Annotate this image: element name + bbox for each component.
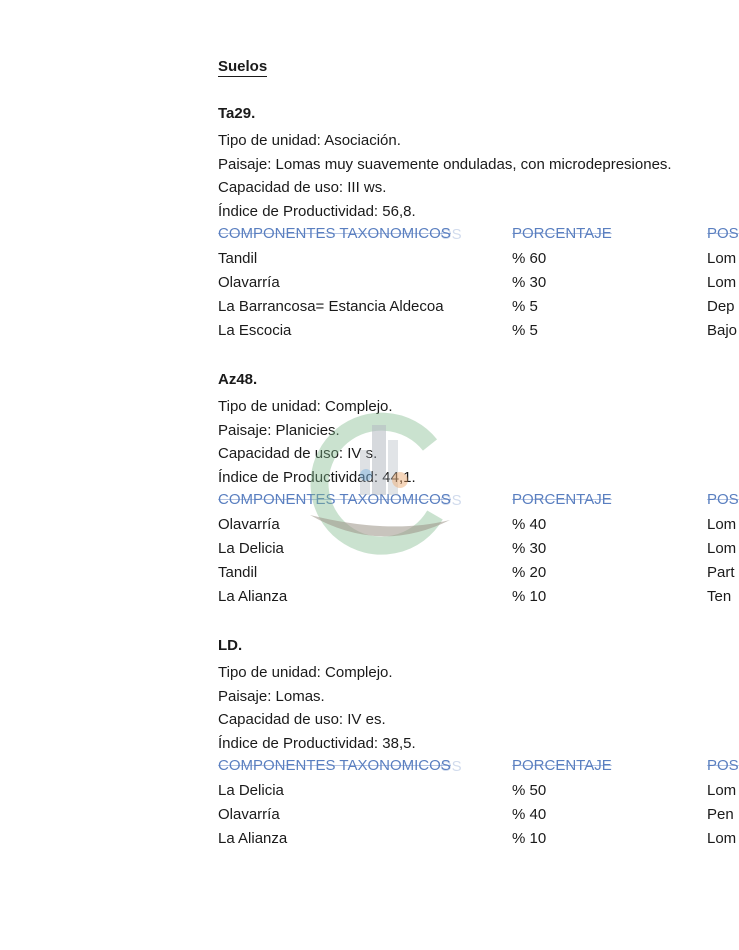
table-row (218, 561, 734, 585)
component-percentage: % 5 (512, 322, 538, 339)
table-row (218, 319, 738, 343)
component-position: Ten (707, 588, 732, 605)
components-table-header (218, 755, 739, 779)
component-name: Tandil (218, 564, 258, 581)
table-row (218, 513, 737, 537)
table-row (218, 779, 737, 803)
component-percentage: % 50 (512, 782, 547, 799)
component-percentage: % 10 (512, 588, 547, 605)
soil-unit-ld (218, 637, 739, 851)
header-percentage: PORCENTAJE (512, 225, 612, 242)
component-position: Lom (707, 516, 737, 533)
component-position: Part (707, 564, 735, 581)
document-page (218, 58, 739, 851)
unit-productivity-index: Índice de Productividad: 44,1. (218, 468, 416, 486)
unit-productivity-index: Índice de Productividad: 56,8. (218, 202, 416, 220)
unit-use-capacity: Capacidad de uso: III ws. (218, 179, 387, 196)
header-percentage: PORCENTAJE (512, 757, 612, 774)
unit-use-capacity: Capacidad de uso: IV es. (218, 711, 386, 728)
table-row (218, 537, 737, 561)
section-title: Suelos (218, 58, 268, 75)
soil-unit-ta29 (218, 105, 739, 343)
component-percentage: % 5 (512, 298, 538, 315)
unit-code: Az48. (218, 371, 258, 388)
component-percentage: % 30 (512, 540, 547, 557)
unit-type: Tipo de unidad: Asociación. (218, 132, 401, 149)
component-name: La Delicia (218, 782, 284, 799)
unit-type: Tipo de unidad: Complejo. (218, 664, 393, 681)
table-row (218, 803, 734, 827)
table-row (218, 247, 737, 271)
component-name: Olavarría (218, 274, 280, 291)
unit-code: Ta29. (218, 105, 256, 122)
component-position: Lom (707, 830, 737, 847)
unit-code: LD. (218, 637, 243, 654)
header-position: POS (707, 225, 739, 242)
component-percentage: % 40 (512, 516, 547, 533)
header-position: POS (707, 491, 739, 508)
component-position: Dep (707, 298, 735, 315)
table-row (218, 585, 734, 609)
header-percentage: PORCENTAJE (512, 491, 612, 508)
table-row (218, 271, 737, 295)
component-position: Lom (707, 782, 737, 799)
unit-type: Tipo de unidad: Complejo. (218, 398, 393, 415)
component-name: La Barrancosa= Estancia Aldecoa (218, 298, 444, 315)
component-name: Olavarría (218, 806, 280, 823)
component-name: La Alianza (218, 588, 288, 605)
component-percentage: % 60 (512, 250, 547, 267)
component-name: La Delicia (218, 540, 284, 557)
component-name: Tandil (218, 250, 258, 267)
components-table-header (218, 223, 739, 247)
component-position: Bajo (707, 322, 738, 339)
unit-landscape: Paisaje: Planicies. (218, 421, 340, 439)
unit-landscape: Paisaje: Lomas muy suavemente onduladas, con microdepresiones. (218, 155, 672, 173)
component-name: La Escocia (218, 322, 292, 339)
components-table-header (218, 489, 739, 513)
component-position: Pen (707, 806, 734, 823)
component-percentage: % 30 (512, 274, 547, 291)
unit-landscape: Paisaje: Lomas. (218, 687, 325, 705)
component-position: Lom (707, 274, 737, 291)
soil-unit-az48 (218, 371, 739, 609)
component-name: La Alianza (218, 830, 288, 847)
unit-use-capacity: Capacidad de uso: IV s. (218, 445, 378, 462)
unit-productivity-index: Índice de Productividad: 38,5. (218, 734, 416, 752)
component-position: Lom (707, 540, 737, 557)
logo-watermark-icon (300, 405, 460, 555)
table-row (218, 827, 737, 851)
header-components: COMPONENTES TAXONOMICOS OS (218, 755, 451, 777)
component-percentage: % 40 (512, 806, 547, 823)
component-position: Lom (707, 250, 737, 267)
header-components: COMPONENTES TAXONOMICOS OS (218, 489, 451, 511)
component-percentage: % 20 (512, 564, 547, 581)
component-name: Olavarría (218, 516, 280, 533)
table-row (218, 295, 734, 319)
header-position: POS (707, 757, 739, 774)
header-components: COMPONENTES TAXONOMICOS OS (218, 223, 451, 245)
component-percentage: % 10 (512, 830, 547, 847)
